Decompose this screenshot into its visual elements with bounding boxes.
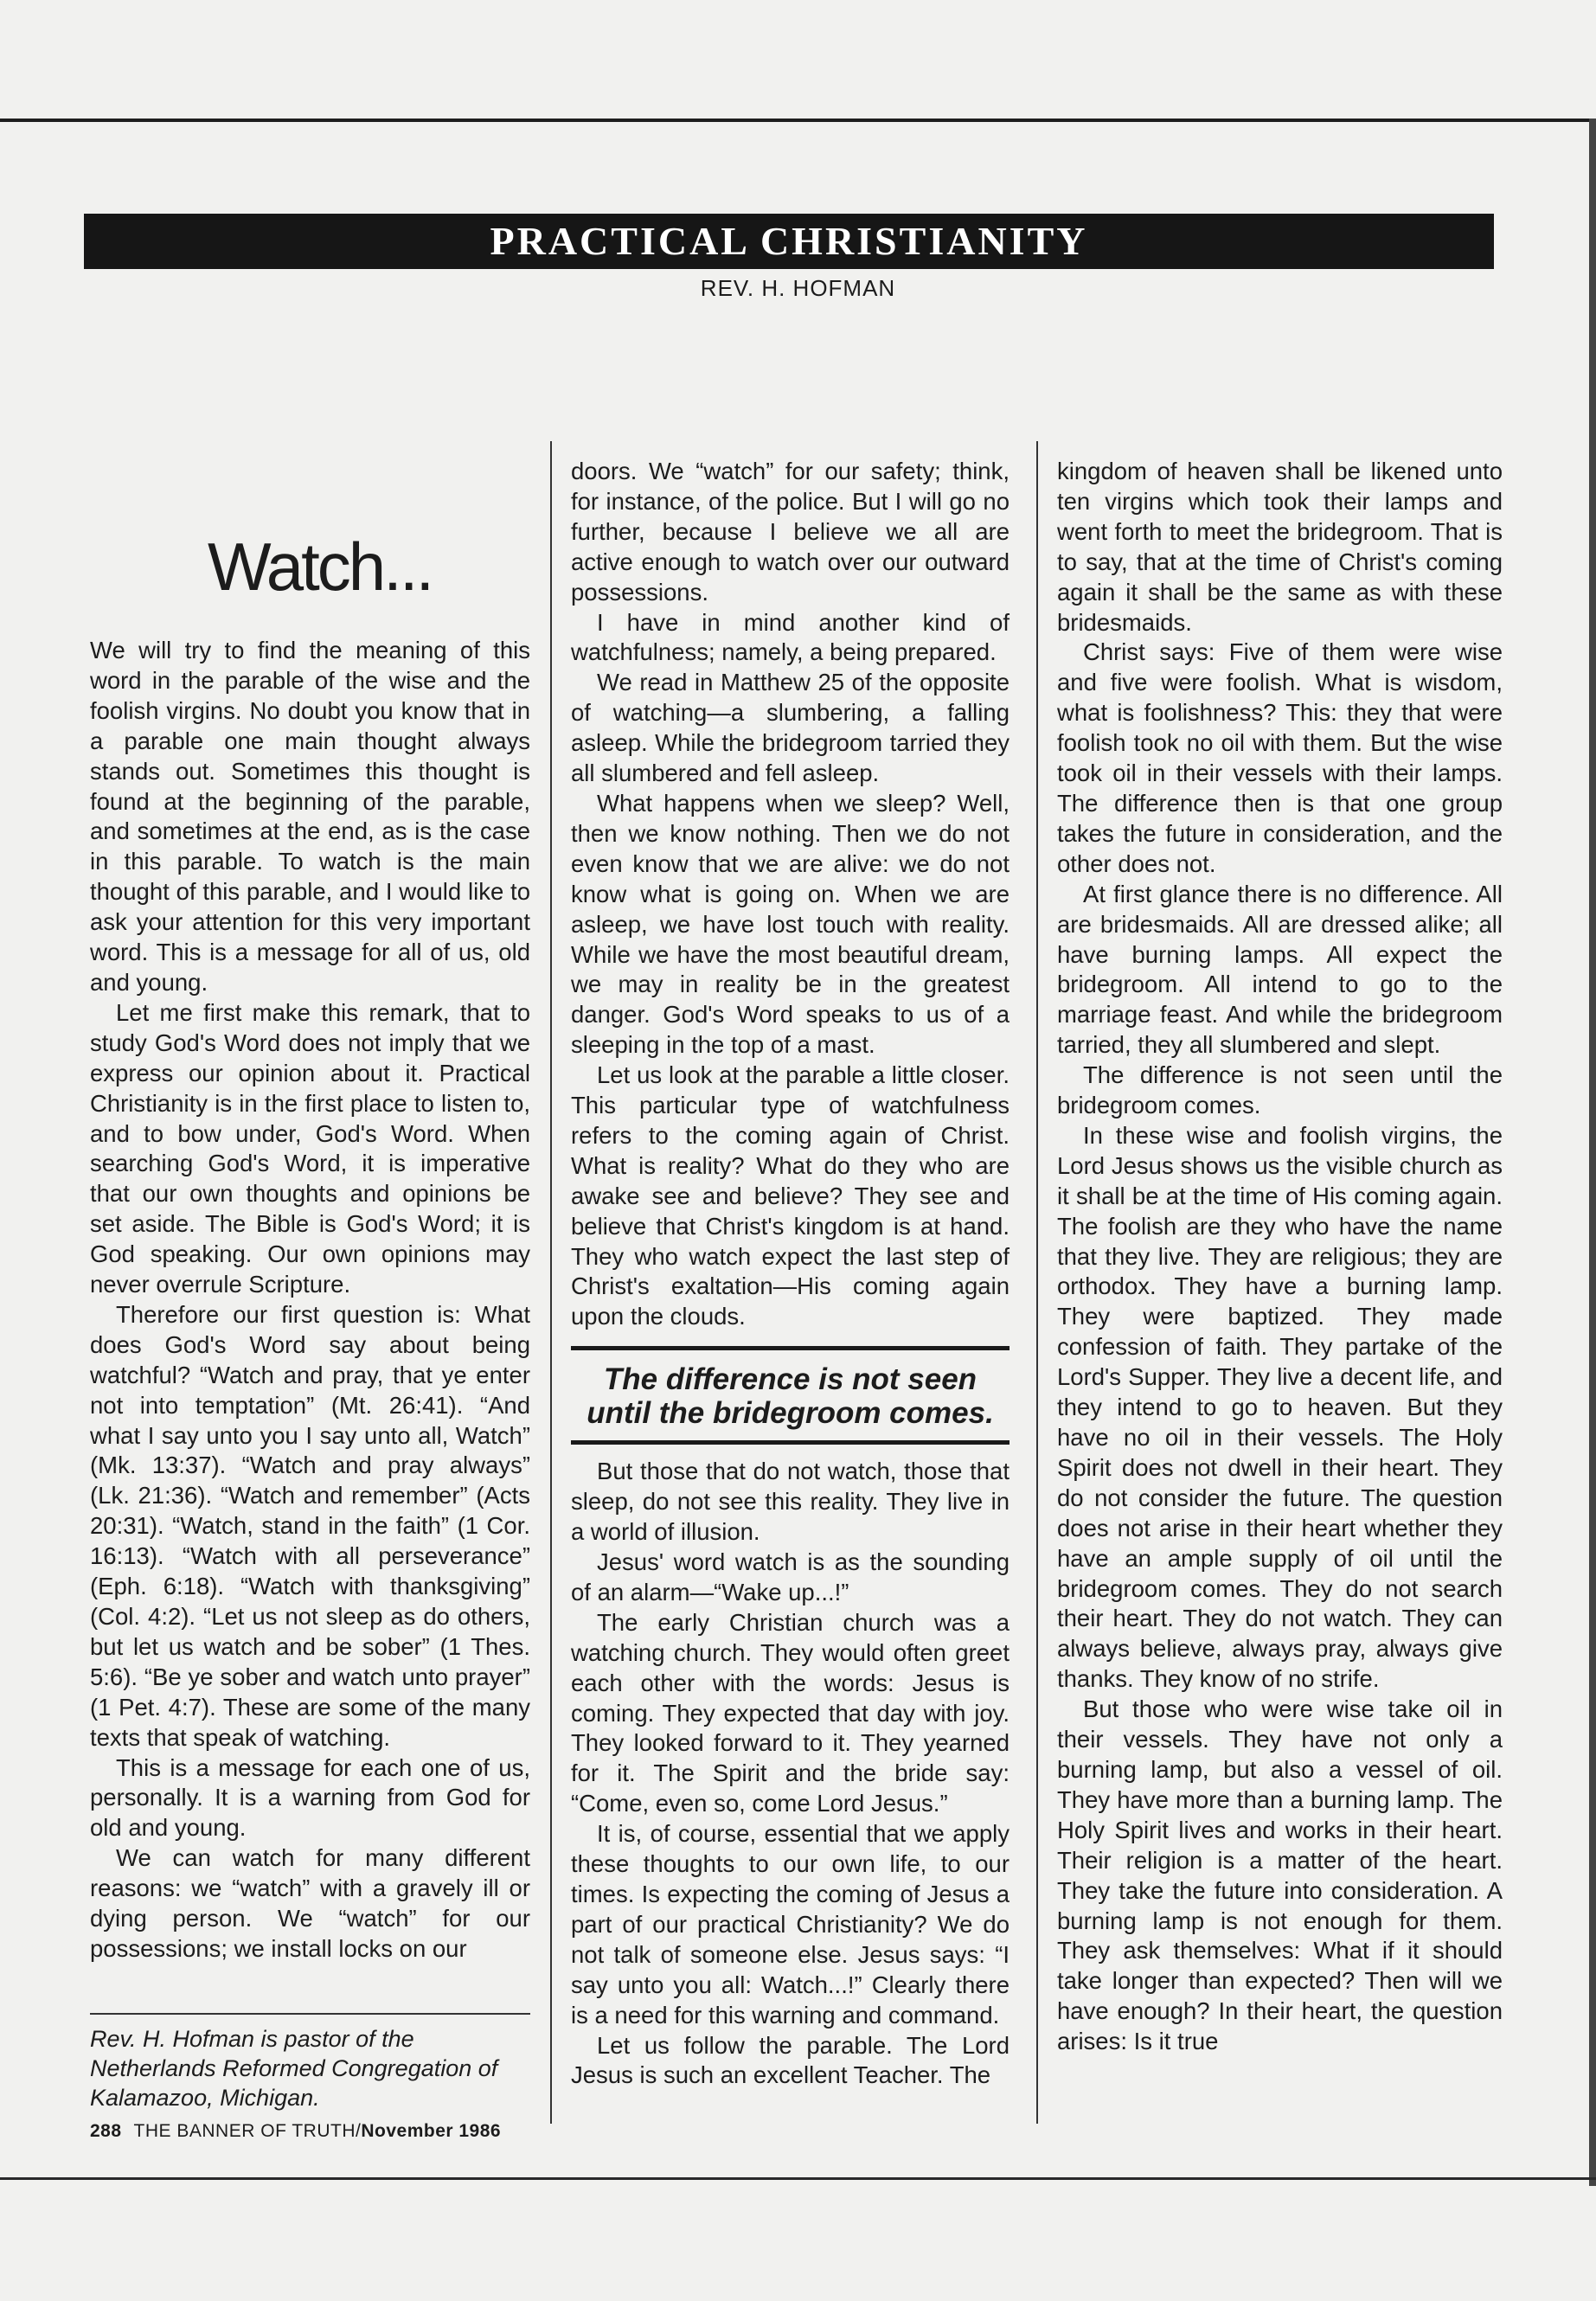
paragraph: Jesus' word watch is as the sounding of an alarm—“Wake up...!”	[571, 1548, 1010, 1606]
bottom-border	[0, 2177, 1596, 2180]
paragraph: Let us follow the parable. The Lord Jesus is such an excellent Teacher. The	[571, 2031, 1010, 2089]
paragraph: At first glance there is no difference. All are bridesmaids. All are dressed alike; all have burning lamps. All expect the bridegroom. All intend to go to the marriage feast. And while the bridegroom tarried, they all slumbered and slept.	[1057, 880, 1503, 1059]
paragraph: doors. We “watch” for our safety; think, for instance, of the police. But I will go no further, because I believe we all are active enough to watch over our outward possessions.	[571, 458, 1010, 606]
paragraph: Therefore our first question is: What does God's Word say about being watchful? “Watch and pray, that ye enter not into temptation” (Mt. 26:41). “And what I say unto you I say unto all, Watch” (Mk. 13:37). “Watch and pray always” (Lk. 21:36). “Watch and remember” (Acts 20:31). “Watch, stand in the faith” (1 Cor. 16:13). “Watch with all perseverance” (Eph. 6:18). “Watch with thanksgiving” (Col. 4:2). “Let us not sleep as do others, but let us watch and be sober” (1 Thes. 5:6). “Be ye sober and watch unto prayer” (1 Pet. 4:7). These are some of the many texts that speak of watching.	[90, 1300, 530, 1751]
column-divider	[1036, 441, 1038, 2124]
paragraph: kingdom of heaven shall be likened unto ten virgins which took their lamps and went forth to meet the bridegroom. That is to say, that at the time of Christ's coming again it shall be the same as with these bridesmaids.	[1057, 458, 1503, 636]
paragraph: We can watch for many different reasons: we “watch” with a gravely ill or dying person. We “watch” for our possessions; we install locks on our	[90, 1844, 530, 1962]
footnote-divider	[90, 2013, 530, 2015]
author-byline: REV. H. HOFMAN	[700, 275, 896, 301]
paragraph: The difference is not seen until the bridegroom comes.	[1057, 1061, 1503, 1119]
paragraph: Let us look at the parable a little closer. This particular type of watchfulness refers to the coming again of Christ. What is reality? What do they who are awake see and believe? They see and believe that Christ's kingdom is at hand. They who watch expect the last step of Christ's exaltation—His coming again upon the clouds.	[571, 1061, 1010, 1330]
page-edge	[1589, 119, 1596, 2186]
issue-date: November 1986	[361, 2121, 502, 2141]
article-column-2	[571, 457, 1010, 2091]
paragraph: It is, of course, essential that we apply these thoughts to our own life, to our times. Is expecting the coming of Jesus a part of our practical Christianity? We do not talk of someone else. Jesus says: “I say unto you all: Watch...!” Clearly there is a need for this warning and command.	[571, 1820, 1010, 2029]
article-title: Watch...	[208, 529, 433, 605]
pull-quote: The difference is not seen until the bridegroom comes.	[571, 1346, 1010, 1445]
paragraph: But those who were wise take oil in their vessels. They have not only a burning lamp, but also a vessel of oil. They have more than a burning lamp. The Holy Spirit lives and works in their heart. Their religion is a matter of the heart. They take the future into consideration. A burning lamp is not enough for them. They ask themselves: What if it should take longer than expected? Then will we have enough? In their heart, the question arises: Is it true	[1057, 1695, 1503, 2055]
author-footnote: Rev. H. Hofman is pastor of the Netherlands Reformed Congregation of Kalamazoo, Michigan.	[90, 2026, 498, 2111]
paragraph: We will try to find the meaning of this word in the parable of the wise and the foolish virgins. No doubt you know that in a parable one main thought always stands out. Sometimes this thought is found at the beginning of the parable, and sometimes at the end, as is the case in this parable. To watch is the main thought of this parable, and I would like to ask your attention for this very important word. This is a message for all of us, old and young.	[90, 637, 530, 996]
paragraph: The early Christian church was a watching church. They would often greet each other with the words: Jesus is coming. They expected that day with joy. They looked forward to it. They yearned for it. The Spirit and the bride say: “Come, even so, come Lord Jesus.”	[571, 1608, 1010, 1817]
article-column-3	[1057, 457, 1503, 2057]
paragraph: We read in Matthew 25 of the opposite of watching—a slumbering, a falling asleep. While the bridegroom tarried they all slumbered and fell asleep.	[571, 669, 1010, 787]
paragraph: I have in mind another kind of watchfulness; namely, a being prepared.	[571, 608, 1010, 666]
paragraph: What happens when we sleep? Well, then we know nothing. Then we do not even know that we are alive: we do not know what is going on. When we are asleep, we have lost touch with reality. While we have the most beautiful dream, we may in reality be in the greatest danger. God's Word speaks to us of a sleeping in the top of a mast.	[571, 789, 1010, 1059]
paragraph: This is a message for each one of us, personally. It is a warning from God for old and young.	[90, 1753, 530, 1842]
column-divider	[550, 441, 552, 2124]
top-border	[0, 119, 1596, 122]
page-number: 288	[90, 2121, 122, 2141]
paragraph: In these wise and foolish virgins, the Lord Jesus shows us the visible church as it shall be at the time of His coming again. The foolish are they who have the name that they live. They are religious; they are orthodox. They have a burning lamp. They were baptized. They made confession of faith. They partake of the Lord's Supper. They live a decent life, and they intend to go to heaven. But they have no oil in their vessels. The Holy Spirit does not dwell in their heart. They do not consider the future. The question does not arise in their heart whether they have an ample supply of oil until the bridegroom comes. They do not search their heart. They do not watch. They can always believe, always pray, always give thanks. They know of no strife.	[1057, 1121, 1503, 1693]
article-column-1	[90, 636, 530, 1965]
publication-name: THE BANNER OF TRUTH/	[133, 2121, 362, 2141]
paragraph: But those that do not watch, those that sleep, do not see this reality. They live in a world of illusion.	[571, 1458, 1010, 1546]
section-banner: PRACTICAL CHRISTIANITY	[84, 214, 1494, 269]
page-footer	[90, 2121, 501, 2142]
paragraph: Christ says: Five of them were wise and five were foolish. What is wisdom, what is foolishness? This: they that were foolish took no oil with them. But the wise took oil in their vessels with their lamps. The difference then is that one group takes the future in consideration, and the other does not.	[1057, 638, 1503, 877]
paragraph: Let me first make this remark, that to study God's Word does not imply that we express our opinion about it. Practical Christianity is in the first place to listen to, and to bow under, God's Word. When searching God's Word, it is imperative that our own thoughts and opinions be set aside. The Bible is God's Word; it is God speaking. Our own opinions may never overrule Scripture.	[90, 998, 530, 1298]
